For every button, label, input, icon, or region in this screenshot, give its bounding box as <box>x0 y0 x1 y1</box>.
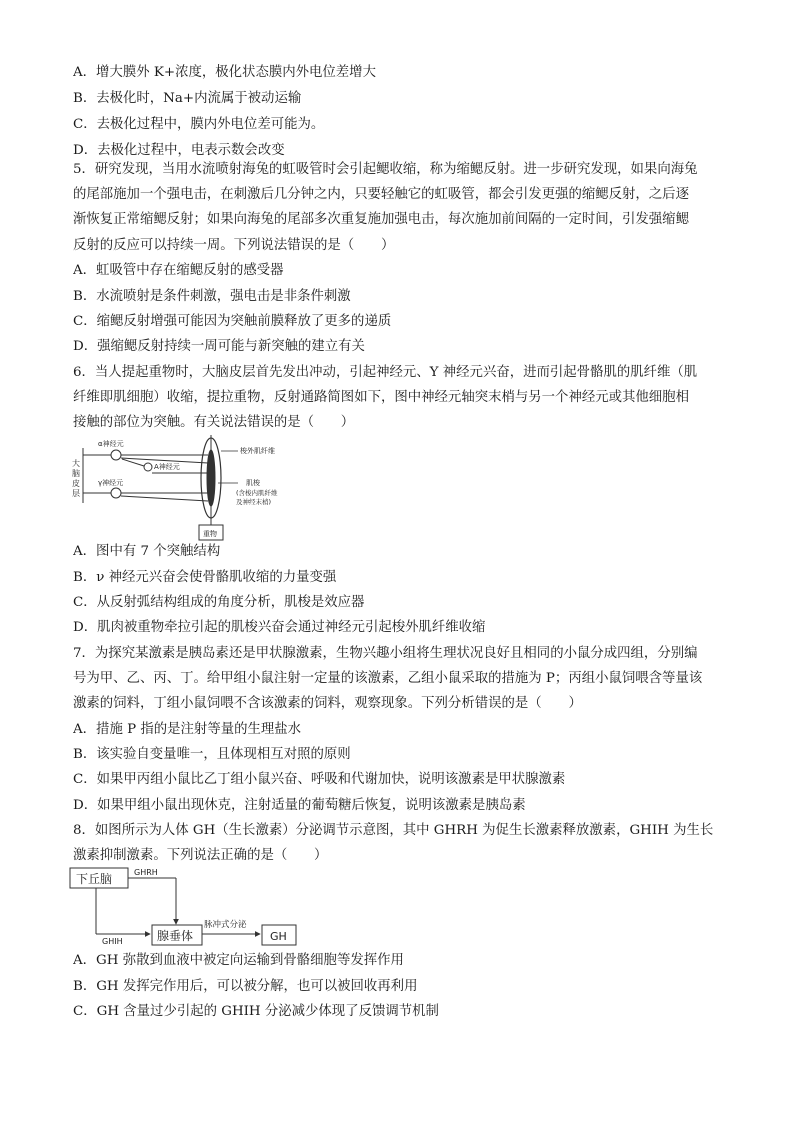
q6-stem-line-1: 6．当人提起重物时，大脑皮层首先发出冲动，引起神经元、Y 神经元兴奋，进而引起骨骼肌的肌纤维（肌 <box>73 365 698 380</box>
pituitary-label: 腺垂体 <box>157 929 194 943</box>
q6-stem-line-2: 纤维即肌细胞）收缩，提拉重物，反射通路简图如下，图中神经元轴突末梢与另一个神经元或其他细胞相 <box>73 390 689 405</box>
q5-stem-line-2: 的尾部施加一个强电击，在刺激后几分钟之内，只要轻触它的虹吸管，都会引发更强的缩鳃反射，之后逐 <box>73 187 689 202</box>
extrafusal-fiber-label: 梭外肌纤维 <box>240 447 275 455</box>
weight-label: 重物 <box>203 530 217 538</box>
q5-option-c: C．缩鳃反射增强可能因为突触前膜释放了更多的递质 <box>73 314 392 329</box>
a-neuron-body <box>144 463 152 471</box>
alpha-neuron-label: α神经元 <box>98 440 124 448</box>
q5-option-b: B．水流喷射是条件刺激，强电击是非条件刺激 <box>73 289 351 304</box>
q5-option-d: D．强缩鳃反射持续一周可能与新突触的建立有关 <box>73 339 365 354</box>
ghih-label: GHIH <box>102 937 123 946</box>
q7-stem-line-1: 7．为探究某激素是胰岛素还是甲状腺激素，生物兴趣小组将生理状况良好且相同的小鼠分成四组，分别编 <box>73 646 698 661</box>
pulse-secretion-label: 脉冲式分泌 <box>204 920 247 930</box>
q4-option-a: A．增大膜外 K+浓度，极化状态膜内外电位差增大 <box>73 65 376 80</box>
reflex-pathway-diagram <box>68 433 298 543</box>
brain-label-3: 皮 <box>72 479 80 488</box>
hypothalamus-label: 下丘脑 <box>76 872 113 886</box>
q5-option-a: A．虹吸管中存在缩鳃反射的感受器 <box>73 263 284 278</box>
spindle-note-1: (含梭内肌纤维 <box>236 489 278 497</box>
q4-option-b: B．去极化时，Na+内流属于被动运输 <box>73 91 302 106</box>
q5-stem-line-4: 反射的反应可以持续一周。下列说法错误的是（ ） <box>73 238 395 253</box>
q7-option-a: A．措施 P 指的是注射等量的生理盐水 <box>73 722 302 737</box>
q5-stem-line-3: 渐恢复正常缩鳃反射；如果向海兔的尾部多次重复施加强电击，每次施加前间隔的一定时间，引发强缩鳃 <box>73 212 689 227</box>
q6-option-c: C．从反射弧结构组成的角度分析，肌梭是效应器 <box>73 595 365 610</box>
muscle-spindle-label: 肌梭 <box>246 479 260 487</box>
q7-option-b: B．该实验自变量唯一，且体现相互对照的原则 <box>73 747 351 762</box>
q4-option-d: D．去极化过程中，电表示数会改变 <box>73 143 285 158</box>
q8-stem-line-1: 8．如图所示为人体 GH（生长激素）分泌调节示意图，其中 GHRH 为促生长激素释放激素，GHIH 为生长 <box>73 823 714 838</box>
q8-option-a: A．GH 弥散到血液中被定向运输到骨骼细胞等发挥作用 <box>73 953 404 968</box>
brain-label-2: 脑 <box>72 469 80 478</box>
q6-option-a: A．图中有 7 个突触结构 <box>73 544 221 559</box>
q5-stem-line-1: 5．研究发现，当用水流喷射海兔的虹吸管时会引起鳃收缩，称为缩鳃反射。进一步研究发现，如果向海兔 <box>73 162 698 177</box>
a-neuron-label: A神经元 <box>154 463 180 471</box>
q4-option-c: C．去极化过程中，膜内外电位差可能为。 <box>73 117 325 132</box>
gh-regulation-diagram <box>66 864 306 948</box>
q7-option-c: C．如果甲丙组小鼠比乙丁组小鼠兴奋、呼吸和代谢加快，说明该激素是甲状腺激素 <box>73 772 566 787</box>
gamma-neuron-body <box>111 488 121 498</box>
q8-option-c: C．GH 含量过少引起的 GHIH 分泌减少体现了反馈调节机制 <box>73 1004 439 1019</box>
gh-label: GH <box>270 930 287 943</box>
brain-label-4: 层 <box>72 489 80 498</box>
brain-label-1: 大 <box>72 459 80 468</box>
q8-option-b: B．GH 发挥完作用后，可以被分解，也可以被回收再利用 <box>73 979 418 994</box>
ghrh-label: GHRH <box>134 868 158 877</box>
q6-stem-line-3: 接触的部位为突触。有关说法错误的是（ ） <box>73 415 355 430</box>
q6-option-d: D．肌肉被重物牵拉引起的肌梭兴奋会通过神经元引起梭外肌纤维收缩 <box>73 620 486 635</box>
alpha-neuron-body <box>111 450 121 460</box>
spindle-note-2: 及神经末梢) <box>236 498 272 506</box>
gamma-neuron-label: γ神经元 <box>98 479 124 487</box>
q8-stem-line-2: 激素抑制激素。下列说法正确的是（ ） <box>73 848 328 863</box>
q7-option-d: D．如果甲组小鼠出现休克，注射适量的葡萄糖后恢复，说明该激素是胰岛素 <box>73 798 526 813</box>
q7-stem-line-2: 号为甲、乙、丙、丁。给甲组小鼠注射一定量的该激素，乙组小鼠采取的措施为 P；丙组小鼠饲喂含等量该 <box>73 671 703 686</box>
q7-stem-line-3: 激素的饲料，丁组小鼠饲喂不含该激素的饲料，观察现象。下列分析错误的是（ ） <box>73 696 582 711</box>
q6-option-b: B．ν 神经元兴奋会使骨骼肌收缩的力量变强 <box>73 570 337 585</box>
